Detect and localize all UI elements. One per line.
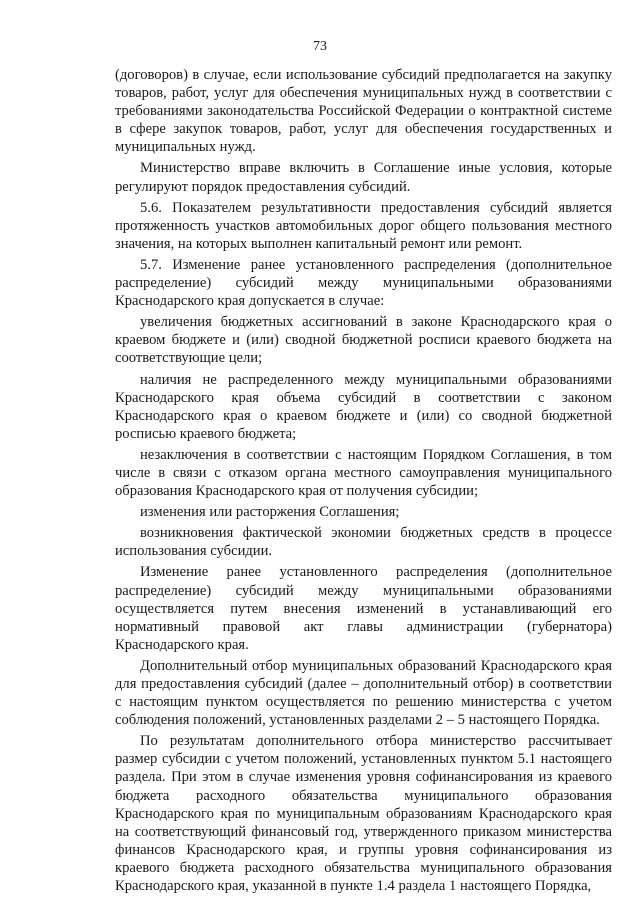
list-item-termination: изменения или расторжения Соглашения; <box>140 504 400 521</box>
paragraph-5-7: 5.7. Изменение ранее установленного распределения (дополнительное распределение) субсидий между муниципальными образованиями Краснодарского края допускается в случае: <box>115 256 612 310</box>
paragraph-ministry-conditions: Министерство вправе включить в Соглашение иные условия, которые регулируют порядок предоставления субсидий. <box>115 160 612 195</box>
list-item-budget-increase: увеличения бюджетных ассигнований в законе Краснодарского края о краевом бюджете и (или) сводной бюджетной росписи краевого бюджета на соответствующие цели; <box>115 314 612 367</box>
paragraph-5-6: 5.6. Показателем результативности предоставления субсидий является протяженность участков автомобильных дорог общего пользования местного значения, на которых выполнен капитальный ремонт или ремонт. <box>115 199 612 252</box>
paragraph-additional-selection: Дополнительный отбор муниципальных образований Краснодарского края для предоставления субсидий (далее – дополнительный отбор) в соответствии с настоящим пунктом осуществляется по решению министерства с учетом соблюдения положений, установленных разделами 2 – 5 настоящего Порядка. <box>115 657 612 729</box>
list-item-undistributed-volume: наличия не распределенного между муниципальными образованиями Краснодарского края объема субсидий в соответствии с законом Краснодарского края о краевом бюджете и (или) со сводной бюджетной росписью краевого бюджета; <box>115 371 612 442</box>
paragraph-redistribution: Изменение ранее установленного распределения (дополнительное распределение) субсидий между муниципальными образованиями осуществляется путем внесения изменений в устанавливающий его нормативный правовой акт главы администрации (губернатора) Краснодарского края. <box>115 564 612 653</box>
paragraph-continuation: (договоров) в случае, если использование субсидий предполагается на закупку товаров, работ, услуг для обеспечения муниципальных нужд в соответствии с требованиями законодательства Российской Федерации о контрактной системе в сфере закупок товаров, работ, услуг для обеспечения государственных и муниципальных нужд. <box>115 67 612 156</box>
paragraph-selection-results: По результатам дополнительного отбора министерство рассчитывает размер субсидии с учетом положений, установленных пунктом 5.1 настоящего раздела. При этом в случае изменения уровня софинансирования из краевого бюджета расходного обязательства муниципального образования Краснодарского края по муниципальным образованиям Краснодарского края на соответствующий финансовый год, утвержденного приказом министерства финансов Краснодарского края, и группы уровня софинансирования из краевого бюджета расходного обязательства муниципального образования Краснодарского края, указанной в пункте 1.4 раздела 1 настоящего Порядка, <box>115 733 612 895</box>
list-item-non-conclusion: незаключения в соответствии с настоящим Порядком Соглашения, в том числе в связи с отказом органа местного самоуправления муниципального образования Краснодарского края от получения субсидии; <box>115 446 612 500</box>
document-body <box>115 66 612 895</box>
list-item-savings: возникновения фактической экономии бюджетных средств в процессе использования субсидии. <box>115 525 612 560</box>
page-number: 73 <box>313 39 327 54</box>
